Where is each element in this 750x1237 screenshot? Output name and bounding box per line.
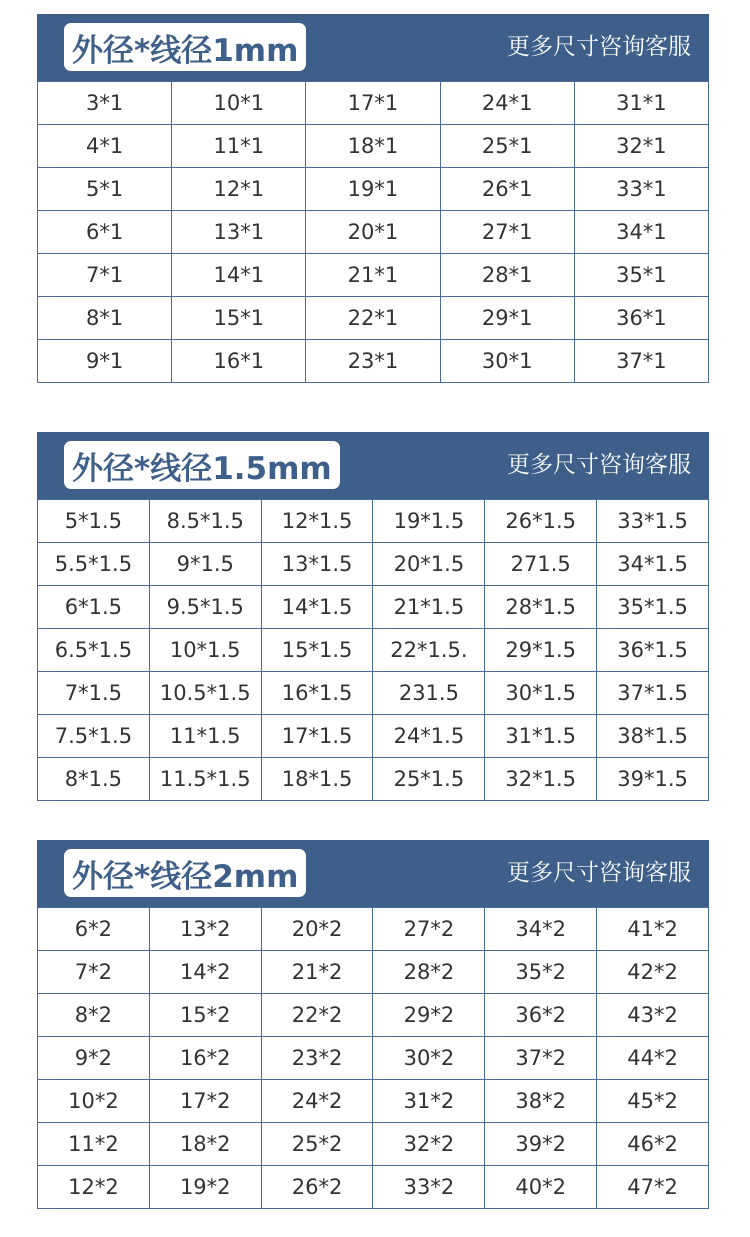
size-table — [37, 907, 709, 1209]
size-cell: 46*2 — [597, 1123, 709, 1166]
size-cell: 24*1 — [440, 82, 574, 125]
size-cell: 19*2 — [149, 1166, 261, 1209]
size-cell: 6.5*1.5 — [38, 629, 150, 672]
table-row — [38, 297, 709, 340]
size-cell: 11*1.5 — [149, 715, 261, 758]
size-cell: 271.5 — [485, 543, 597, 586]
size-cell: 12*1.5 — [261, 500, 373, 543]
size-cell: 7*2 — [38, 951, 150, 994]
size-cell: 5*1 — [38, 168, 172, 211]
section-header — [37, 14, 709, 81]
size-cell: 27*2 — [373, 908, 485, 951]
size-cell: 15*1 — [172, 297, 306, 340]
size-cell: 10*1.5 — [149, 629, 261, 672]
size-section-2mm — [37, 840, 709, 1209]
size-cell: 27*1 — [440, 211, 574, 254]
size-cell: 19*1.5 — [373, 500, 485, 543]
size-cell: 9*2 — [38, 1037, 150, 1080]
table-row — [38, 211, 709, 254]
size-cell: 34*1.5 — [597, 543, 709, 586]
size-cell: 38*1.5 — [597, 715, 709, 758]
size-cell: 34*1 — [574, 211, 708, 254]
table-row — [38, 994, 709, 1037]
size-cell: 11*1 — [172, 125, 306, 168]
size-cell: 24*2 — [261, 1080, 373, 1123]
size-cell: 40*2 — [485, 1166, 597, 1209]
size-cell: 35*1 — [574, 254, 708, 297]
section-hint: 更多尺寸咨询客服 — [507, 452, 691, 478]
size-cell: 25*1.5 — [373, 758, 485, 801]
size-cell: 14*1 — [172, 254, 306, 297]
table-row — [38, 715, 709, 758]
size-cell: 25*1 — [440, 125, 574, 168]
size-cell: 29*1.5 — [485, 629, 597, 672]
size-cell: 25*2 — [261, 1123, 373, 1166]
size-cell: 18*1.5 — [261, 758, 373, 801]
size-section-1-5mm — [37, 432, 709, 801]
table-row — [38, 758, 709, 801]
size-cell: 15*1.5 — [261, 629, 373, 672]
table-row — [38, 1037, 709, 1080]
size-cell: 10*2 — [38, 1080, 150, 1123]
size-cell: 19*1 — [306, 168, 440, 211]
table-row — [38, 1123, 709, 1166]
table-row — [38, 500, 709, 543]
size-cell: 44*2 — [597, 1037, 709, 1080]
table-row — [38, 340, 709, 383]
size-cell: 20*1 — [306, 211, 440, 254]
size-cell: 33*1.5 — [597, 500, 709, 543]
size-cell: 23*1 — [306, 340, 440, 383]
size-cell: 17*2 — [149, 1080, 261, 1123]
section-header — [37, 432, 709, 499]
size-cell: 37*1 — [574, 340, 708, 383]
table-row — [38, 254, 709, 297]
size-cell: 31*2 — [373, 1080, 485, 1123]
size-cell: 35*2 — [485, 951, 597, 994]
size-cell: 22*1.5. — [373, 629, 485, 672]
size-cell: 28*1 — [440, 254, 574, 297]
size-cell: 36*1.5 — [597, 629, 709, 672]
table-row — [38, 1166, 709, 1209]
size-cell: 43*2 — [597, 994, 709, 1037]
size-cell: 16*1 — [172, 340, 306, 383]
size-cell: 42*2 — [597, 951, 709, 994]
size-cell: 39*2 — [485, 1123, 597, 1166]
section-title: 外径*线径1mm — [72, 32, 299, 69]
size-cell: 14*2 — [149, 951, 261, 994]
size-cell: 41*2 — [597, 908, 709, 951]
size-cell: 34*2 — [485, 908, 597, 951]
size-cell: 37*1.5 — [597, 672, 709, 715]
size-cell: 10.5*1.5 — [149, 672, 261, 715]
table-row — [38, 629, 709, 672]
size-cell: 20*1.5 — [373, 543, 485, 586]
table-row — [38, 168, 709, 211]
size-cell: 22*1 — [306, 297, 440, 340]
size-cell: 36*2 — [485, 994, 597, 1037]
size-cell: 6*1.5 — [38, 586, 150, 629]
size-cell: 7*1 — [38, 254, 172, 297]
size-cell: 12*2 — [38, 1166, 150, 1209]
size-cell: 9.5*1.5 — [149, 586, 261, 629]
size-cell: 4*1 — [38, 125, 172, 168]
size-cell: 21*2 — [261, 951, 373, 994]
size-cell: 16*1.5 — [261, 672, 373, 715]
size-cell: 17*1.5 — [261, 715, 373, 758]
size-cell: 32*1.5 — [485, 758, 597, 801]
table-row — [38, 586, 709, 629]
size-cell: 3*1 — [38, 82, 172, 125]
size-cell: 8*1.5 — [38, 758, 150, 801]
table-row — [38, 672, 709, 715]
size-cell: 28*2 — [373, 951, 485, 994]
size-cell: 29*1 — [440, 297, 574, 340]
section-title-box — [64, 441, 340, 489]
section-hint: 更多尺寸咨询客服 — [507, 860, 691, 886]
section-title-box — [64, 23, 306, 71]
size-cell: 16*2 — [149, 1037, 261, 1080]
size-cell: 30*1 — [440, 340, 574, 383]
section-title: 外径*线径2mm — [72, 858, 299, 895]
size-cell: 28*1.5 — [485, 586, 597, 629]
size-cell: 36*1 — [574, 297, 708, 340]
size-cell: 23*2 — [261, 1037, 373, 1080]
size-cell: 30*2 — [373, 1037, 485, 1080]
size-cell: 45*2 — [597, 1080, 709, 1123]
size-cell: 31*1.5 — [485, 715, 597, 758]
size-cell: 35*1.5 — [597, 586, 709, 629]
size-table — [37, 81, 709, 383]
size-cell: 8*2 — [38, 994, 150, 1037]
size-cell: 6*1 — [38, 211, 172, 254]
size-cell: 12*1 — [172, 168, 306, 211]
size-cell: 26*2 — [261, 1166, 373, 1209]
size-cell: 13*1.5 — [261, 543, 373, 586]
size-cell: 13*2 — [149, 908, 261, 951]
size-cell: 20*2 — [261, 908, 373, 951]
size-cell: 11.5*1.5 — [149, 758, 261, 801]
section-hint: 更多尺寸咨询客服 — [507, 34, 691, 60]
size-section-1mm — [37, 14, 709, 383]
size-cell: 10*1 — [172, 82, 306, 125]
size-cell: 7.5*1.5 — [38, 715, 150, 758]
size-cell: 32*2 — [373, 1123, 485, 1166]
size-cell: 9*1.5 — [149, 543, 261, 586]
size-cell: 7*1.5 — [38, 672, 150, 715]
table-row — [38, 1080, 709, 1123]
table-row — [38, 543, 709, 586]
size-cell: 5.5*1.5 — [38, 543, 150, 586]
size-cell: 26*1 — [440, 168, 574, 211]
size-cell: 11*2 — [38, 1123, 150, 1166]
size-cell: 47*2 — [597, 1166, 709, 1209]
section-title-box — [64, 849, 306, 897]
size-cell: 39*1.5 — [597, 758, 709, 801]
size-cell: 26*1.5 — [485, 500, 597, 543]
size-cell: 15*2 — [149, 994, 261, 1037]
size-cell: 6*2 — [38, 908, 150, 951]
size-cell: 231.5 — [373, 672, 485, 715]
size-cell: 14*1.5 — [261, 586, 373, 629]
table-row — [38, 951, 709, 994]
size-cell: 33*1 — [574, 168, 708, 211]
size-cell: 5*1.5 — [38, 500, 150, 543]
size-cell: 24*1.5 — [373, 715, 485, 758]
table-row — [38, 908, 709, 951]
section-header — [37, 840, 709, 907]
table-row — [38, 82, 709, 125]
size-cell: 30*1.5 — [485, 672, 597, 715]
table-row — [38, 125, 709, 168]
size-cell: 8*1 — [38, 297, 172, 340]
size-cell: 31*1 — [574, 82, 708, 125]
size-cell: 21*1.5 — [373, 586, 485, 629]
size-cell: 37*2 — [485, 1037, 597, 1080]
size-cell: 21*1 — [306, 254, 440, 297]
size-cell: 17*1 — [306, 82, 440, 125]
size-table — [37, 499, 709, 801]
size-cell: 22*2 — [261, 994, 373, 1037]
size-cell: 9*1 — [38, 340, 172, 383]
size-cell: 33*2 — [373, 1166, 485, 1209]
size-cell: 32*1 — [574, 125, 708, 168]
size-cell: 18*1 — [306, 125, 440, 168]
size-cell: 13*1 — [172, 211, 306, 254]
size-cell: 8.5*1.5 — [149, 500, 261, 543]
size-cell: 18*2 — [149, 1123, 261, 1166]
size-cell: 38*2 — [485, 1080, 597, 1123]
size-cell: 29*2 — [373, 994, 485, 1037]
section-title: 外径*线径1.5mm — [72, 450, 332, 487]
